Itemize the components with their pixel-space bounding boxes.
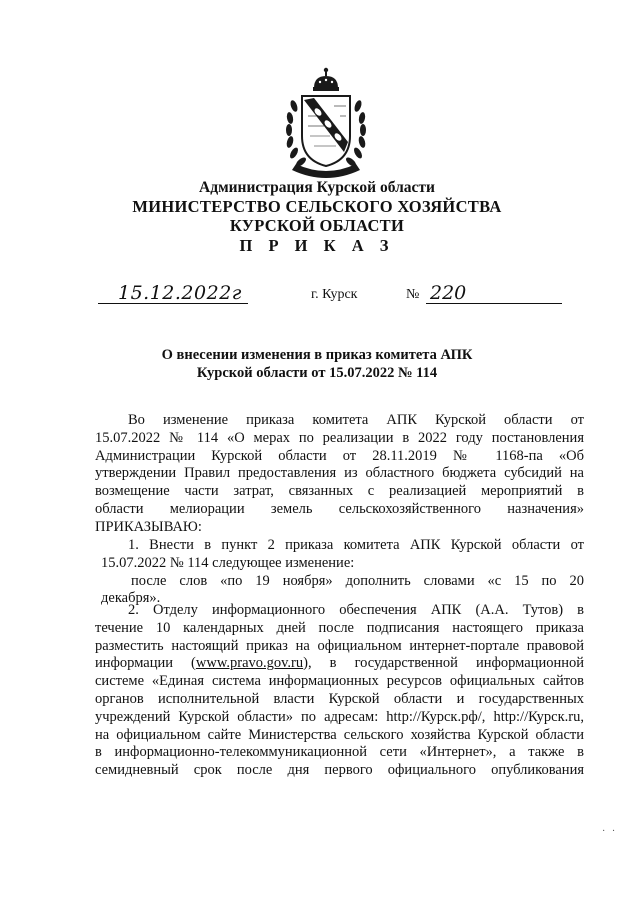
text-line: разместить настоящий приказ на официальном интернет-портале правовой bbox=[95, 637, 584, 654]
order-title-line-2: Курской области от 15.07.2022 № 114 bbox=[196, 365, 438, 381]
order-title-line-1: О внесении изменения в приказ комитета АПК bbox=[161, 347, 473, 363]
administration-heading: Администрация Курской области bbox=[199, 179, 435, 196]
scan-specks: · · bbox=[602, 826, 618, 837]
paragraph-item-2 bbox=[95, 602, 584, 780]
text-line: на официальном сайте Министерства сельского хозяйства Курской области bbox=[95, 726, 584, 743]
paragraph-item-1 bbox=[95, 537, 584, 608]
kursk-coat-of-arms-icon bbox=[284, 66, 368, 184]
text-line: учреждений Курской области» по адресам: http://Курск.рф/, http://Курск.ru, bbox=[95, 708, 584, 725]
text-line: течение 10 календарных дней после подписания настоящего приказа bbox=[95, 619, 584, 636]
text-line: органов исполнительной власти Курской области и государственных bbox=[95, 690, 584, 707]
number-label: № bbox=[406, 287, 420, 302]
text-line: семидневный срок после дня первого официального опубликования bbox=[95, 762, 584, 779]
region-heading: КУРСКОЙ ОБЛАСТИ bbox=[229, 216, 405, 235]
text-line: 15.07.2022 № 114 «О мерах по реализации в 2022 году постановления bbox=[95, 429, 584, 446]
paragraph-preamble bbox=[95, 412, 584, 537]
text-line: 2. Отделу информационного обеспечения АПК (А.А. Тутов) в bbox=[128, 602, 584, 618]
text-line: Администрации Курской области от 28.11.2019 № 1168-па «Об bbox=[95, 447, 584, 464]
date-underline bbox=[98, 303, 248, 304]
text-line: 15.07.2022 № 114 следующее изменение: bbox=[101, 554, 355, 571]
link-prefix: информации ( bbox=[95, 655, 196, 672]
text-line: утверждении Правил предоставления из областного бюджета субсидий на bbox=[95, 465, 584, 482]
text-line: декабря». bbox=[101, 590, 161, 607]
link-suffix: ), в государственной информационной bbox=[303, 655, 584, 672]
order-date: 15.12.2022г bbox=[118, 282, 242, 304]
text-line: системе «Единая система информационных ресурсов официальных сайтов bbox=[95, 673, 584, 690]
pravo-gov-link[interactable]: www.pravo.gov.ru bbox=[195, 655, 304, 672]
doc-type-heading: П Р И К А З bbox=[239, 236, 395, 255]
text-line: в информационно-телекоммуникационной сети «Интернет», а также в bbox=[95, 744, 584, 761]
text-line: Во изменение приказа комитета АПК Курской области от bbox=[128, 412, 584, 428]
text-line: ПРИКАЗЫВАЮ: bbox=[95, 518, 202, 535]
ministry-heading: МИНИСТЕРСТВО СЕЛЬСКОГО ХОЗЯЙСТВА bbox=[132, 197, 502, 216]
order-number: 220 bbox=[430, 282, 467, 304]
date-number-row bbox=[0, 282, 634, 306]
text-line: после слов «по 19 ноября» дополнить словами «с 15 по 20 bbox=[131, 572, 584, 589]
text-line: возмещение части затрат, связанных с реализацией мероприятий в bbox=[95, 483, 584, 500]
text-line: 1. Внести в пункт 2 приказа комитета АПК Курской области от bbox=[128, 537, 584, 553]
text-line-with-link bbox=[95, 655, 584, 673]
city: г. Курск bbox=[311, 287, 358, 302]
text-line: области мелиорации земель сельскохозяйственного назначения» bbox=[95, 500, 584, 517]
number-underline bbox=[426, 303, 562, 304]
